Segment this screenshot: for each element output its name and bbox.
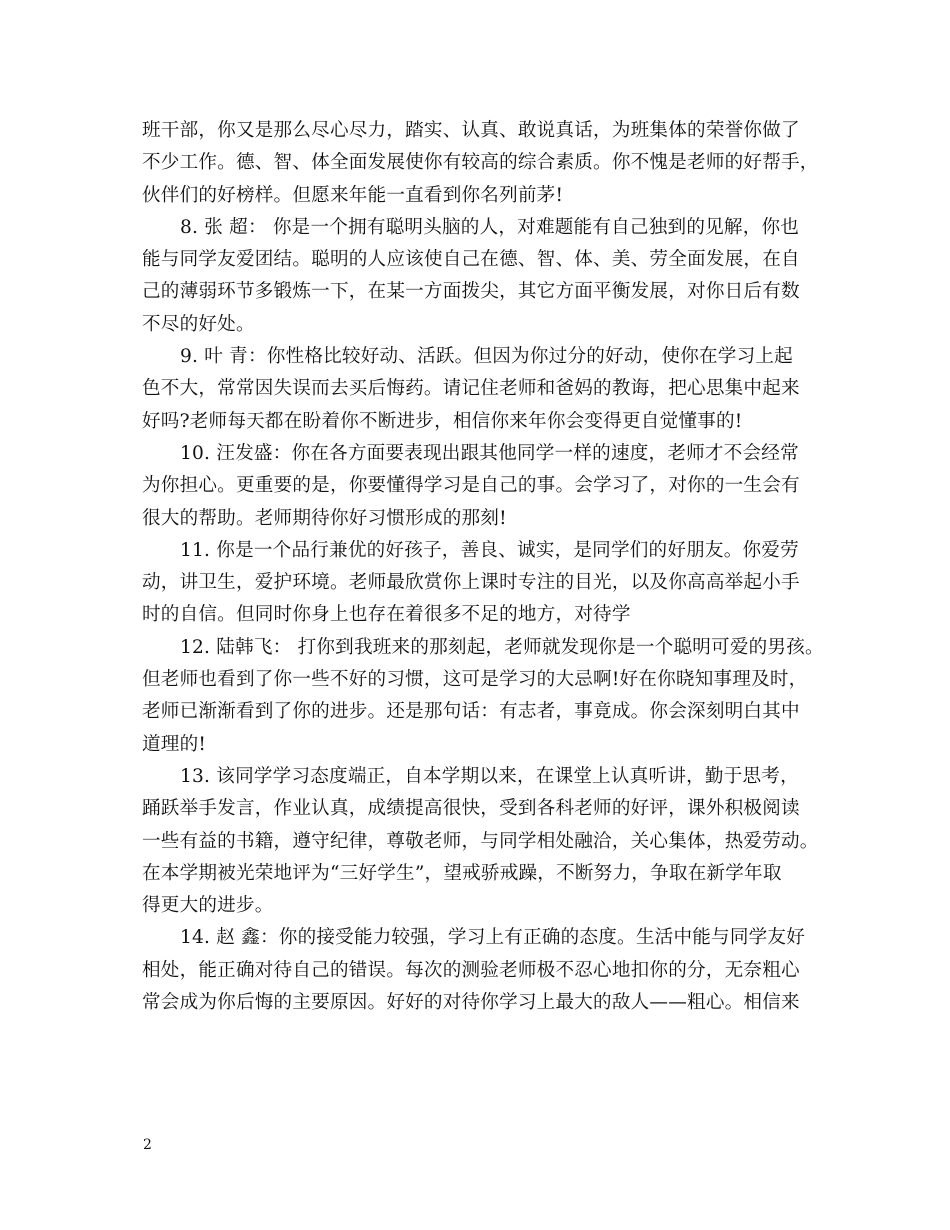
text-line: 时的自信。但同时你身上也存在着很多不足的地方，对待学 xyxy=(142,604,631,626)
body-text xyxy=(142,115,832,1019)
paragraph-continuation xyxy=(142,115,832,212)
paragraph-item-8 xyxy=(142,212,832,341)
text-line: 为你担心。更重要的是，你要懂得学习是自己的事。会学习了，对你的一生会有 xyxy=(142,475,800,497)
text-line: 伙伴们的好榜样。但愿来年能一直看到你名列前茅! xyxy=(142,184,564,206)
page-number: 2 xyxy=(143,1137,152,1153)
text-line: 一些有益的书籍，遵守纪律，尊敬老师，与同学相处融洽，关心集体，热爱劳动。 xyxy=(142,830,819,852)
text-line: 14. 赵 鑫：你的接受能力较强，学习上有正确的态度。生活中能与同学友好 xyxy=(180,927,805,949)
text-line: 能与同学友爱团结。聪明的人应该使自己在德、智、体、美、劳全面发展，在自 xyxy=(142,249,800,271)
paragraph-item-14 xyxy=(142,922,832,1019)
text-line: 班干部，你又是那么尽心尽力，踏实、认真、敢说真话，为班集体的荣誉你做了 xyxy=(142,120,800,141)
paragraph-item-11 xyxy=(142,535,832,632)
text-line: 己的薄弱环节多锻炼一下，在某一方面拨尖，其它方面平衡发展，对你日后有数 xyxy=(142,281,800,303)
text-line: 10. 汪发盛：你在各方面要表现出跟其他同学一样的速度，老师才不会经常 xyxy=(180,442,799,464)
paragraph-item-10 xyxy=(142,438,832,535)
text-line: 动，讲卫生，爱护环境。老师最欣赏你上课时专注的目光，以及你高高举起小手 xyxy=(142,572,800,594)
text-line: 12. 陆韩飞： 打你到我班来的那刻起，老师就发现你是一个聪明可爱的男孩。 xyxy=(180,636,824,658)
text-line: 8. 张 超： 你是一个拥有聪明头脑的人，对难题能有自己独到的见解，你也 xyxy=(180,216,800,238)
text-line: 9. 叶 青：你性格比较好动、活跃。但因为你过分的好动，使你在学习上起 xyxy=(180,346,793,368)
text-line: 在本学期被光荣地评为“三好学生”，望戒骄戒躁，不断努力，争取在新学年取 xyxy=(142,862,782,884)
paragraph-item-13 xyxy=(142,761,832,922)
text-line: 老师已渐渐看到了你的进步。还是那句话：有志者，事竟成。你会深刻明白其中 xyxy=(142,701,800,723)
text-line: 11. 你是一个品行兼优的好孩子，善良、诚实，是同学们的好朋友。你爱劳 xyxy=(180,539,799,561)
text-line: 常会成为你后悔的主要原因。好好的对待你学习上最大的敌人——粗心。相信来 xyxy=(142,992,800,1014)
text-line: 得更大的进步。 xyxy=(142,895,274,917)
text-line: 但老师也看到了你一些不好的习惯，这可是学习的大忌啊!好在你晓知事理及时， xyxy=(142,669,808,691)
text-line: 不少工作。德、智、体全面发展使你有较高的综合素质。你不愧是老师的好帮手， xyxy=(142,152,819,174)
text-line: 踊跃举手发言，作业认真，成绩提高很快，受到各科老师的好评，课外积极阅读 xyxy=(142,798,800,820)
text-line: 好吗?老师每天都在盼着你不断进步，相信你来年你会变得更自觉懂事的! xyxy=(142,410,743,432)
text-line: 色不大，常常因失误而去买后悔药。请记住老师和爸妈的教诲，把心思集中起来 xyxy=(142,378,800,400)
text-line: 道理的! xyxy=(142,733,207,755)
text-line: 13. 该同学学习态度端正，自本学期以来，在课堂上认真听讲，勤于思考， xyxy=(180,765,799,787)
text-line: 很大的帮助。老师期待你好习惯形成的那刻! xyxy=(142,507,507,529)
text-line: 不尽的好处。 xyxy=(142,313,255,335)
paragraph-item-9 xyxy=(142,341,832,438)
text-line: 相处，能正确对待自己的错误。每次的测验老师极不忍心地扣你的分，无奈粗心 xyxy=(142,959,800,981)
paragraph-item-12 xyxy=(142,632,832,761)
